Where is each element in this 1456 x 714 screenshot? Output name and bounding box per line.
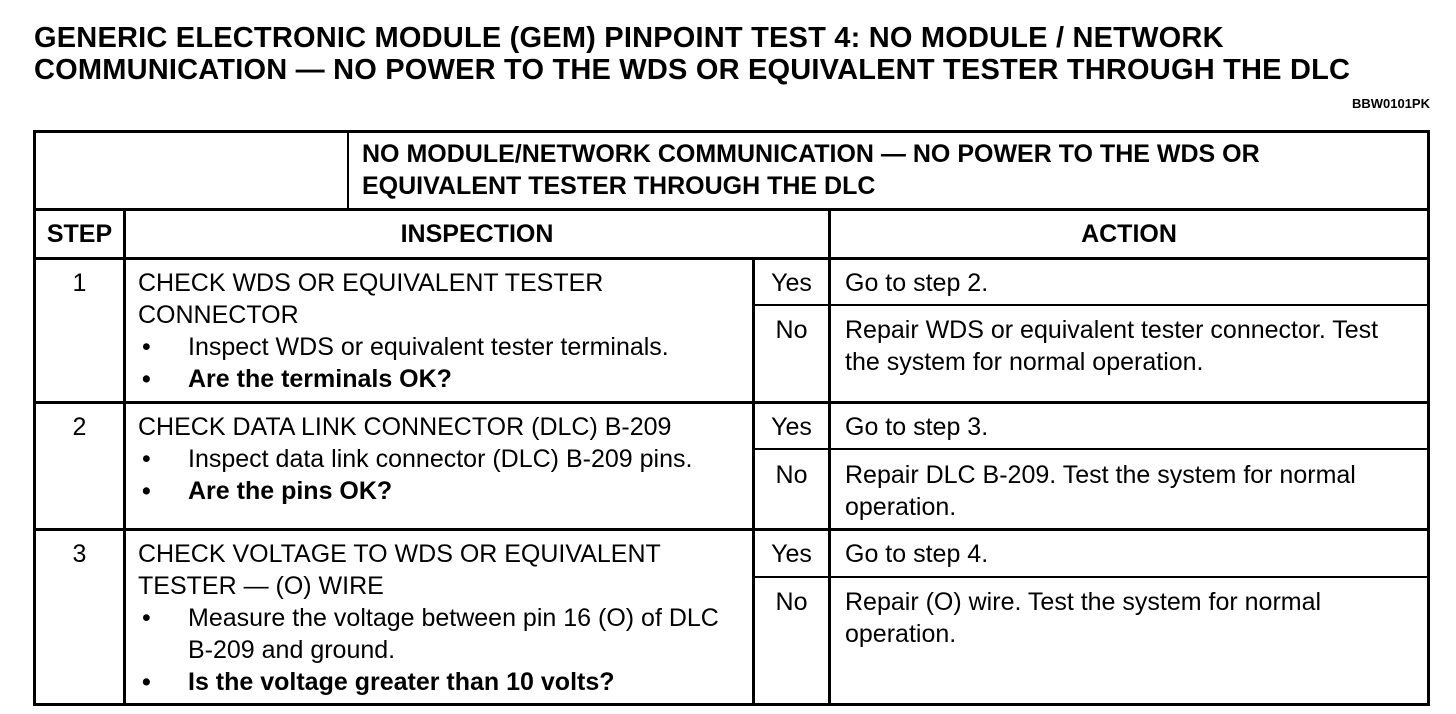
step-heading: CHECK WDS OR EQUIVALENT TESTER CONNECTOR [138,269,604,329]
no-action: Repair WDS or equivalent tester connector. Test the system for normal operation. [845,316,1379,376]
inspection-bullet: • Measure the voltage between pin 16 (O) of DLC B-209 and ground. [138,602,728,666]
step-inspection [138,411,750,507]
figure-code: BBW0101PK [1351,96,1430,111]
no-label: No [775,461,808,489]
step-heading: CHECK VOLTAGE TO WDS OR EQUIVALENT TESTER — (O) WIRE [138,540,661,600]
yes-action: Go to step 2. [845,269,989,297]
table-rule-step2-yes [754,448,1430,450]
no-action: Repair DLC B-209. Test the system for normal operation. [845,461,1356,521]
column-header-action: ACTION [1081,220,1177,248]
yes-label: Yes [771,269,812,297]
no-action: Repair (O) wire. Test the system for normal operation. [845,588,1322,648]
no-label: No [775,588,808,616]
table-rule-columns [33,257,1430,260]
table-header-title: NO MODULE/NETWORK COMMUNICATION — NO POWER TO THE WDS OR EQUIVALENT TESTER THROUGH THE DLC [362,140,1260,200]
yes-label: Yes [771,413,812,441]
step-number: 1 [72,269,87,297]
table-rule-header-split [347,130,349,210]
inspection-bullet: • Inspect data link connector (DLC) B-209 pins. [138,443,750,475]
step-inspection [138,267,738,395]
table-rule-header [33,208,1430,211]
yes-action: Go to step 4. [845,540,989,568]
table-rule-step1-yes [754,304,1430,306]
table-rule-action-col [828,208,831,706]
inspection-question: • Is the voltage greater than 10 volts? [138,666,728,698]
column-header-step: STEP [46,220,113,248]
table-border-top [33,130,1430,133]
step-number: 2 [72,413,87,441]
table-rule-step-col [123,208,126,706]
table-border-bottom [33,703,1430,706]
inspection-question: • Are the terminals OK? [138,363,738,395]
column-header-inspection: INSPECTION [400,220,554,248]
step-inspection [138,538,728,698]
table-rule-step2 [33,528,1430,531]
yes-action: Go to step 3. [845,413,989,441]
yes-label: Yes [771,540,812,568]
table-border-right [1427,130,1430,706]
page-title: GENERIC ELECTRONIC MODULE (GEM) PINPOINT TEST 4: NO MODULE / NETWORK COMMUNICATION — NO POWER TO THE WDS OR EQUIVALENT TESTER THROUGH THE DLC [34,22,1351,86]
step-number: 3 [72,540,87,568]
table-rule-step3-yes [754,576,1430,578]
step-heading: CHECK DATA LINK CONNECTOR (DLC) B-209 [138,413,672,441]
inspection-bullet: • Inspect WDS or equivalent tester terminals. [138,331,738,363]
no-label: No [775,316,808,344]
table-rule-step1 [33,401,1430,404]
inspection-question: • Are the pins OK? [138,475,750,507]
